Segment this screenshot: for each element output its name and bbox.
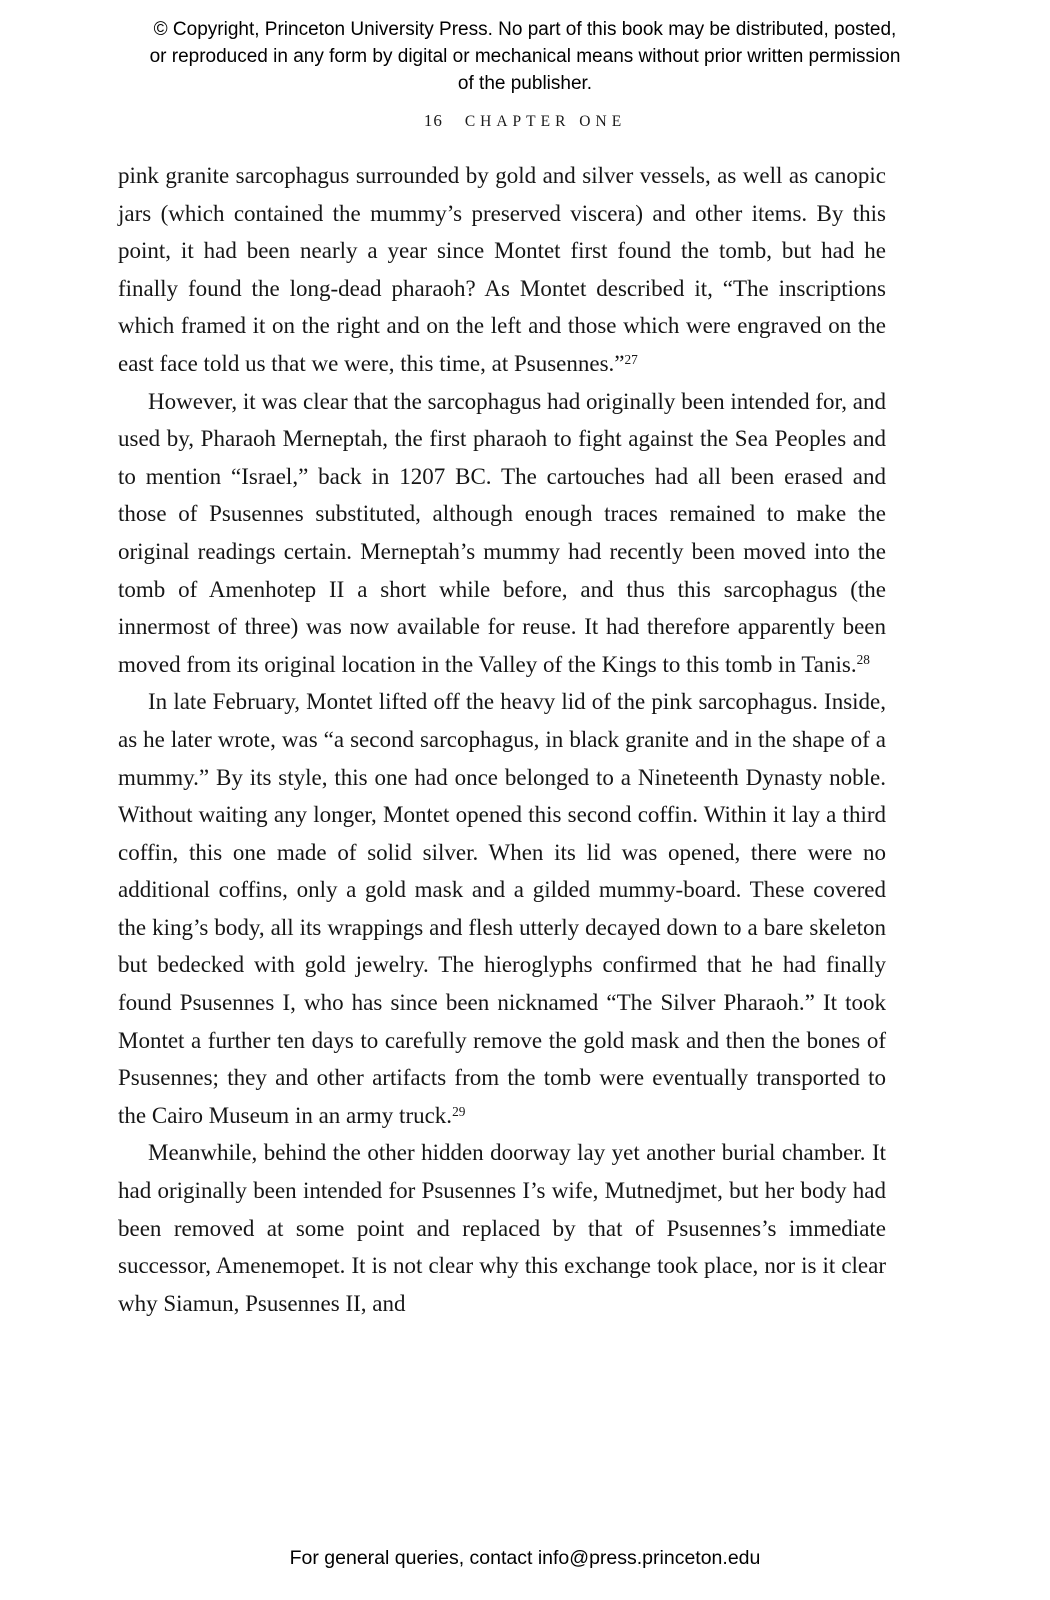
body-text xyxy=(118,157,886,1322)
page-number: 16 xyxy=(423,111,443,130)
paragraph-text: pink granite sarcophagus surrounded by gold and silver vessels, as well as canopic jars (which contained the mummy’s preserved viscera) and other items. By this point, it had been nearly a year since Montet first found the tomb, but had he finally found the long-dead pharaoh? As Montet described it, “The inscriptions which framed it on the right and on the left and those which were engraved on the east face told us that we were, this time, at Psusennes.” xyxy=(118,163,886,376)
paragraph-text: In late February, Montet lifted off the heavy lid of the pink sarcophagus. Inside, as he later wrote, was “a second sarcophagus, in black granite and in the shape of a mummy.” By its style, this one had once belonged to a Nineteenth Dynasty noble. Without waiting any longer, Montet opened this second coffin. Within it lay a third coffin, this one made of solid silver. When its lid was opened, there were no additional coffins, only a gold mask and a gilded mummy-board. These covered the king’s body, all its wrappings and flesh utterly decayed down to a bare skeleton but bedecked with gold jewelry. The hieroglyphs confirmed that he had finally found Psusennes I, who has since been nicknamed “The Silver Pharaoh.” It took Montet a further ten days to carefully remove the gold mask and then the bones of Psusennes; they and other artifacts from the tomb were eventually transported to the Cairo Museum in an army truck. xyxy=(118,689,886,1128)
paragraph xyxy=(118,383,886,684)
paragraph-text: Meanwhile, behind the other hidden doorway lay yet another burial chamber. It had originally been intended for Psusennes I’s wife, Mutnedjmet, but her body had been removed at some point and replaced by that of Psusennes’s immediate successor, Amenemopet. It is not clear why this exchange took place, nor is it clear why Siamun, Psusennes II, and xyxy=(118,1140,886,1316)
paragraph-text: However, it was clear that the sarcophagus had originally been intended for, and used by, Pharaoh Merneptah, the first pharaoh to fight against the Sea Peoples and to mention “Israel,” back in 1207 BC. The cartouches had all been erased and those of Psusennes substituted, although enough traces remained to make the original readings certain. Merneptah’s mummy had recently been moved into the tomb of Amenhotep II a short while before, and thus this sarcophagus (the innermost of three) was now available for reuse. It had therefore apparently been moved from its original location in the Valley of the Kings to this tomb in Tanis. xyxy=(118,388,886,677)
running-header xyxy=(0,111,1050,131)
footnote-reference: 27 xyxy=(624,351,638,367)
paragraph xyxy=(118,683,886,1134)
chapter-title: CHAPTER ONE xyxy=(464,113,627,130)
copyright-notice: © Copyright, Princeton University Press. No part of this book may be distributed, posted, or reproduced in any form by digital or mechanical means without prior written permission of the publisher. xyxy=(149,19,901,94)
footnote-reference: 29 xyxy=(452,1103,466,1119)
footnote-reference: 28 xyxy=(856,652,870,668)
footer-contact: For general queries, contact info@press.princeton.edu xyxy=(289,1547,761,1569)
paragraph xyxy=(118,1134,886,1322)
paragraph xyxy=(118,157,886,383)
